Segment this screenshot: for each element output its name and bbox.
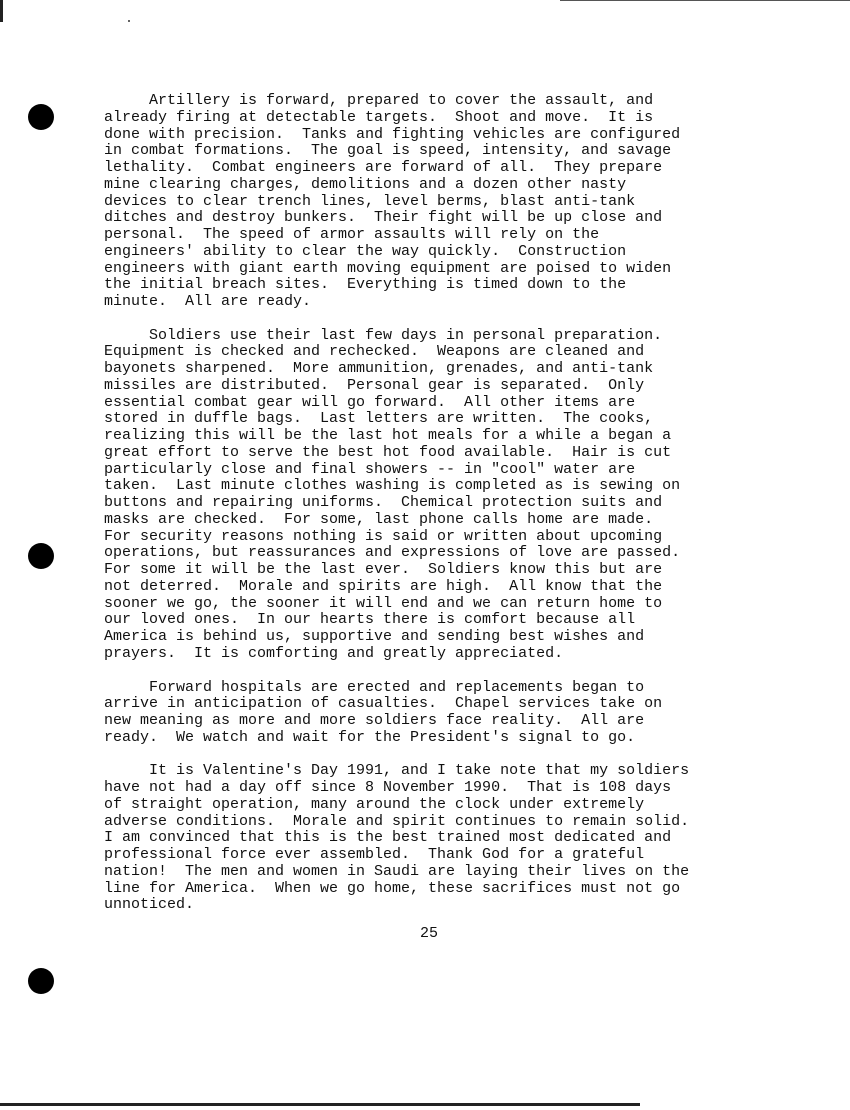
paragraph-forward-hospitals: Forward hospitals are erected and replacements began to arrive in anticipation of casualties. Chapel services take on new meaning as more and more soldiers face reality. All are ready. We watch and wait for the President's signal to go. [104,678,663,746]
top-rule [560,0,850,1]
scan-speck [128,20,130,22]
page-number: 25 [419,925,438,942]
paragraph-soldiers-preparation: Soldiers use their last few days in personal preparation. Equipment is checked and rechecked. Weapons are cleaned and bayonets sharpened. More ammunition, grenades, and anti-tank missiles are distributed. Personal gear is separated. Only essential combat gear will go forward. All other items are stored in duffle bags. Last letters are written. The cooks, realizing this will be the last hot meals for a while a began a great effort to serve the best hot food available. Hair is cut particularly close and final showers -- in "cool" water are taken. Last minute clothes washing is completed as is sewing on buttons and repairing uniforms. Chemical protection suits and masks are checked. For some, last phone calls home are made. For security reasons nothing is said or written about upcoming operations, but reassurances and expressions of love are passed. For some it will be the last ever. Soldiers know this but are not deterred. Morale and spirits are high. All know that the sooner we go, the sooner it will end and we can return home to our loved ones. In our hearts there is comfort because all America is behind us, supportive and sending best wishes and prayers. It is comforting and greatly appreciated. [104,326,681,662]
body-text [104,93,804,931]
punch-hole-icon [28,543,54,569]
paragraph-valentines-day: It is Valentine's Day 1991, and I take note that my soldiers have not had a day off since 8 November 1990. That is 108 days of straight operation, many around the clock under extremely adverse conditions. Morale and spirit continues to remain solid. I am convinced that this is the best trained most dedicated and professional force ever assembled. Thank God for a grateful nation! The men and women in Saudi are laying their lives on the line for America. When we go home, these sacrifices must not go unnoticed. [104,762,690,914]
scan-edge-mark [0,0,3,22]
bottom-rule [0,1103,640,1106]
punch-hole-icon [28,104,54,130]
punch-hole-icon [28,968,54,994]
paragraph-artillery: Artillery is forward, prepared to cover the assault, and already firing at detectable targets. Shoot and move. It is done with precision. Tanks and fighting vehicles are configured in combat formations. The goal is speed, intensity, and savage lethality. Combat engineers are forward of all. They prepare mine clearing charges, demolitions and a dozen other nasty devices to clear trench lines, level berms, blast anti-tank ditches and destroy bunkers. Their fight will be up close and personal. The speed of armor assaults will rely on the engineers' ability to clear the way quickly. Construction engineers with giant earth moving equipment are poised to widen the initial breach sites. Everything is timed down to the minute. All are ready. [104,92,681,310]
